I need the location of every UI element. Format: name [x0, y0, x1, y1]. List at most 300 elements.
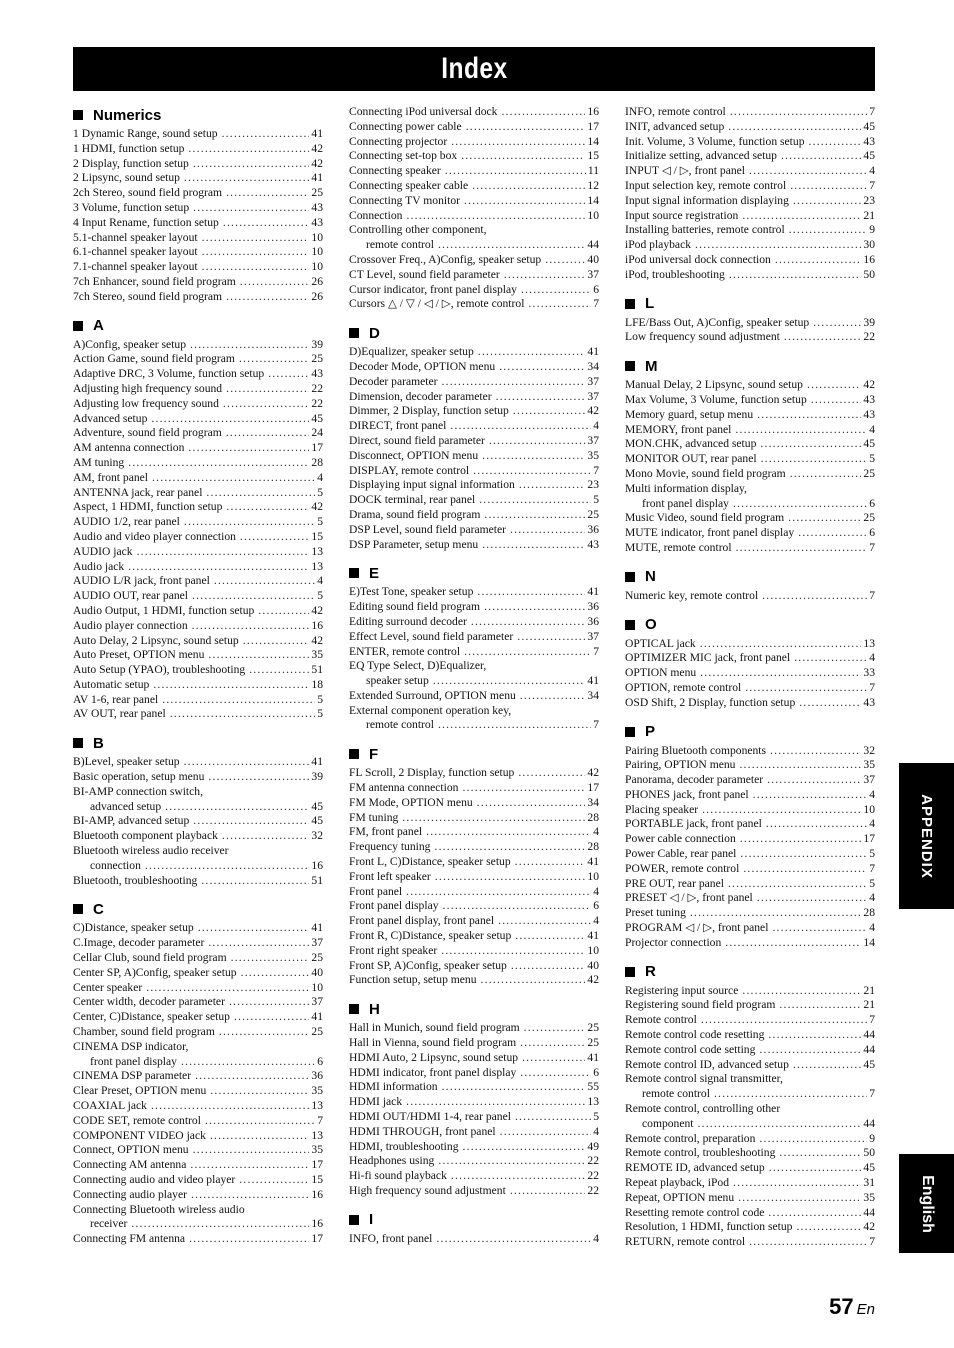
index-entry-page: 36	[587, 614, 599, 628]
dot-leader	[184, 171, 309, 186]
index-entry-page: 31	[863, 1176, 875, 1190]
dot-leader	[729, 268, 862, 283]
index-entry	[625, 164, 875, 179]
dot-leader	[515, 855, 586, 870]
index-entry-term: Frequency tuning	[349, 840, 431, 854]
section-heading-label: F	[369, 745, 379, 763]
index-entry	[73, 874, 323, 889]
dot-leader	[790, 179, 867, 194]
dot-leader	[222, 829, 310, 844]
dot-leader	[736, 541, 868, 556]
index-entry-term: Preset tuning	[625, 906, 686, 920]
dot-leader	[131, 1217, 309, 1232]
dot-leader	[433, 674, 586, 689]
dot-leader	[208, 648, 309, 663]
index-entry-term: Front R, C)Distance, speaker setup	[349, 929, 512, 943]
dot-leader	[464, 194, 585, 209]
index-entry	[625, 1176, 875, 1191]
index-entry-page: 13	[311, 1099, 323, 1113]
dot-leader	[229, 995, 309, 1010]
dot-leader	[742, 209, 861, 224]
index-entry-page: 51	[311, 873, 323, 887]
dot-leader	[799, 696, 861, 711]
index-entry-page: 7	[869, 1013, 875, 1027]
index-entry-term: DIRECT, front panel	[349, 419, 447, 433]
dot-leader	[210, 1084, 309, 1099]
index-entry-term: Connecting speaker	[349, 164, 441, 178]
index-entry	[349, 689, 599, 704]
dot-leader	[152, 471, 315, 486]
index-entry-term: Remote control, troubleshooting	[625, 1146, 776, 1160]
dot-leader	[258, 604, 309, 619]
section-heading-label: N	[645, 568, 656, 586]
index-entry-page: 44	[863, 1205, 875, 1219]
dot-leader	[226, 290, 309, 305]
index-entry-page: 51	[311, 663, 323, 677]
index-entry	[349, 600, 599, 615]
index-entry	[349, 645, 599, 660]
index-entry-page: 35	[863, 1190, 875, 1204]
index-entry-term: receiver	[90, 1217, 128, 1231]
section-heading-label: C	[93, 900, 104, 918]
index-entry	[349, 630, 599, 645]
index-entry-page: 41	[311, 921, 323, 935]
index-entry-term: BI-AMP, advanced setup	[73, 814, 190, 828]
square-bullet-icon	[625, 620, 635, 630]
index-entry-term: AV 1-6, rear panel	[73, 692, 159, 706]
dot-leader	[809, 135, 862, 150]
index-entry	[349, 434, 599, 449]
index-entry-term: Bluetooth component playback	[73, 829, 218, 843]
index-entry-term: Drama, sound field program	[349, 507, 481, 521]
dot-leader	[796, 1220, 861, 1235]
index-entry-page: 5	[869, 876, 875, 890]
square-bullet-icon	[73, 110, 83, 120]
index-entry	[349, 360, 599, 375]
index-entry-term: HDMI Auto, 2 Lipsync, sound setup	[349, 1050, 519, 1064]
index-entry-page: 7	[869, 1087, 875, 1101]
index-entry	[73, 1025, 323, 1040]
index-entry-page: 5	[593, 493, 599, 507]
index-entry	[625, 847, 875, 862]
section-heading-label: P	[645, 723, 656, 740]
section-heading	[73, 899, 323, 919]
index-entry	[349, 345, 599, 360]
square-bullet-icon	[349, 1004, 359, 1014]
index-entry-page: 50	[863, 267, 875, 281]
section-spacer	[625, 711, 875, 722]
index-entry-term: Init. Volume, 3 Volume, function setup	[625, 134, 805, 148]
index-entry	[73, 1114, 323, 1129]
index-entry-term: D)Equalizer, speaker setup	[349, 345, 474, 359]
index-entry-page: 6	[593, 899, 599, 913]
index-entry-term: AM, front panel	[73, 470, 149, 484]
index-entry	[625, 1132, 875, 1147]
index-entry-page: 7	[593, 463, 599, 477]
index-entry	[625, 1146, 875, 1161]
dot-leader	[231, 951, 310, 966]
index-entry-page: 23	[587, 478, 599, 492]
index-entry-page: 25	[863, 466, 875, 480]
index-entry-term: Hi-fi sound playback	[349, 1169, 447, 1183]
dot-leader	[451, 135, 585, 150]
index-entry-page: 5	[593, 1110, 599, 1124]
index-entry	[73, 604, 323, 619]
dot-leader	[740, 847, 867, 862]
index-entry	[349, 538, 599, 553]
appendix-side-tab	[899, 763, 954, 909]
index-entry-page: 40	[587, 252, 599, 266]
dot-leader	[489, 434, 586, 449]
index-entry	[73, 921, 323, 936]
index-entry	[73, 619, 323, 634]
index-entry-term: Panorama, decoder parameter	[625, 773, 764, 787]
index-entry	[73, 426, 323, 441]
index-entry-term: COMPONENT VIDEO jack	[73, 1128, 206, 1142]
index-entry-page: 22	[587, 1169, 599, 1183]
index-entry-term: AUDIO 1/2, rear panel	[73, 515, 180, 529]
dot-leader	[477, 585, 585, 600]
dot-leader	[775, 253, 862, 268]
index-entry-term: Hall in Munich, sound field program	[349, 1021, 520, 1035]
index-entry	[73, 260, 323, 275]
index-entry-term: front panel display	[90, 1054, 177, 1068]
index-entry	[73, 231, 323, 246]
index-entry-page: 7	[869, 861, 875, 875]
index-entry-term: 7ch Enhancer, sound field program	[73, 274, 236, 288]
appendix-tab-label: APPENDIX	[918, 793, 935, 879]
index-entry-term: Low frequency sound adjustment	[625, 330, 780, 344]
index-entry-term: RETURN, remote control	[625, 1235, 746, 1249]
index-entry-term: REMOTE ID, advanced setup	[625, 1161, 765, 1175]
square-bullet-icon	[625, 572, 635, 582]
index-entry-page: 4	[869, 787, 875, 801]
section-spacer	[625, 951, 875, 962]
index-entry-page: 45	[863, 1161, 875, 1175]
index-entry-term: Power Cable, rear panel	[625, 847, 737, 861]
dot-leader	[690, 906, 862, 921]
index-entry-term: Placing speaker	[625, 802, 699, 816]
dot-leader	[501, 105, 585, 120]
index-entry-term: Connecting projector	[349, 134, 448, 148]
dot-leader	[268, 367, 309, 382]
index-entry-term: Displaying input signal information	[349, 478, 515, 492]
index-entry-term: Front right speaker	[349, 943, 438, 957]
index-entry-term: 6.1-channel speaker layout	[73, 245, 198, 259]
index-entry	[349, 253, 599, 268]
section-spacer	[349, 1199, 599, 1210]
index-entry	[349, 419, 599, 434]
index-entry	[625, 223, 875, 238]
dot-leader	[520, 1036, 585, 1051]
index-entry-term: iPod, troubleshooting	[625, 267, 725, 281]
index-entry-page: 41	[311, 171, 323, 185]
index-entry-term: Numeric key, remote control	[625, 588, 759, 602]
page-language-suffix: En	[856, 1301, 875, 1318]
dot-leader	[193, 1143, 310, 1158]
index-entry	[625, 408, 875, 423]
index-entry-term: Remote control, controlling other	[625, 1102, 781, 1116]
index-entry	[349, 1095, 599, 1110]
dot-leader	[222, 127, 310, 142]
dot-leader	[226, 186, 309, 201]
index-entry	[625, 511, 875, 526]
index-entry-term: OPTION menu	[625, 666, 697, 680]
index-entry-term: AUDIO L/R jack, front panel	[73, 574, 210, 588]
index-entry	[73, 1158, 323, 1173]
index-entry	[349, 268, 599, 283]
dot-leader	[779, 1146, 861, 1161]
index-entry-page: 17	[587, 119, 599, 133]
index-entry-page: 25	[587, 1036, 599, 1050]
page-title: Index	[440, 52, 508, 85]
index-entry	[625, 482, 875, 497]
dot-leader	[441, 944, 585, 959]
index-entry	[73, 1099, 323, 1114]
index-entry	[349, 478, 599, 493]
dot-leader	[766, 817, 867, 832]
dot-leader	[762, 589, 867, 604]
english-side-tab	[899, 1154, 954, 1253]
index-entry	[625, 1191, 875, 1206]
index-entry	[73, 560, 323, 575]
dot-leader	[767, 773, 861, 788]
index-entry-term: Disconnect, OPTION menu	[349, 448, 479, 462]
index-entry-page: 17	[311, 1158, 323, 1172]
index-entry-page: 7	[317, 1113, 323, 1127]
index-entry-term: 4 Input Rename, function setup	[73, 215, 219, 229]
index-entry-page: 41	[311, 755, 323, 769]
index-entry	[73, 829, 323, 844]
index-entry-term: Auto Setup (YPAO), troubleshooting	[73, 663, 246, 677]
section-heading-label: I	[369, 1211, 374, 1229]
index-entry-term: Installing batteries, remote control	[625, 223, 785, 237]
index-entry	[73, 545, 323, 560]
index-entry-page: 5	[317, 485, 323, 499]
dot-leader	[226, 500, 309, 515]
square-bullet-icon	[73, 738, 83, 748]
index-entry-page: 10	[311, 230, 323, 244]
dot-leader	[789, 223, 868, 238]
index-entry-term: Memory guard, setup menu	[625, 407, 754, 421]
index-entry	[625, 105, 875, 120]
index-entry-page: 32	[311, 829, 323, 843]
index-entry	[349, 238, 599, 253]
index-entry-term: Remote control code resetting	[625, 1028, 765, 1042]
dot-leader	[738, 1191, 861, 1206]
index-entry	[625, 238, 875, 253]
index-entry	[625, 526, 875, 541]
index-entry-page: 37	[587, 389, 599, 403]
index-entry-page: 35	[587, 448, 599, 462]
index-entry-term: CINEMA DSP parameter	[73, 1069, 192, 1083]
index-entry-term: INIT, advanced setup	[625, 119, 725, 133]
index-entry-page: 41	[587, 674, 599, 688]
index-entry	[349, 449, 599, 464]
index-entry-page: 25	[311, 951, 323, 965]
dot-leader	[807, 378, 861, 393]
dot-leader	[128, 456, 309, 471]
index-entry-page: 44	[863, 1042, 875, 1056]
index-entry	[625, 1072, 875, 1087]
index-entry-term: 1 Dynamic Range, sound setup	[73, 127, 218, 140]
dot-leader	[757, 408, 861, 423]
index-entry-page: 28	[587, 810, 599, 824]
index-entry-page: 39	[311, 337, 323, 351]
index-entry	[625, 452, 875, 467]
index-entry-page: 4	[869, 817, 875, 831]
dot-leader	[438, 1154, 585, 1169]
index-entry-term: Audio jack	[73, 559, 125, 573]
square-bullet-icon	[349, 328, 359, 338]
index-entry-term: Pairing, OPTION menu	[625, 758, 736, 772]
dot-leader	[768, 1206, 861, 1221]
index-entry-page: 9	[869, 1131, 875, 1145]
index-entry	[73, 245, 323, 260]
index-entry-page: 7	[593, 718, 599, 732]
index-entry-term: 3 Volume, function setup	[73, 200, 190, 214]
index-entry	[73, 486, 323, 501]
index-entry-term: Connecting power cable	[349, 119, 462, 133]
index-entry	[349, 1036, 599, 1051]
index-entry	[349, 959, 599, 974]
index-entry	[73, 456, 323, 471]
index-entry-term: Repeat playback, iPod	[625, 1176, 729, 1190]
index-entry-term: 2ch Stereo, sound field program	[73, 186, 223, 200]
index-entry-page: 28	[863, 906, 875, 920]
index-entry-term: AV OUT, rear panel	[73, 707, 166, 721]
index-entry	[73, 171, 323, 186]
section-heading-label: L	[645, 295, 655, 313]
index-entry-term: ENTER, remote control	[349, 644, 461, 658]
square-bullet-icon	[625, 967, 635, 977]
dot-leader	[793, 194, 862, 209]
index-entry	[349, 855, 599, 870]
index-entry-page: 42	[311, 603, 323, 617]
index-entry	[349, 1140, 599, 1155]
index-entry-page: 16	[311, 618, 323, 632]
dot-leader	[243, 634, 310, 649]
index-entry-term: Power cable connection	[625, 832, 736, 846]
dot-leader	[733, 497, 867, 512]
dot-leader	[202, 231, 310, 246]
index-entry-page: 4	[593, 1124, 599, 1138]
index-entry-term: 7ch Stereo, sound field program	[73, 289, 223, 303]
index-entry	[349, 493, 599, 508]
index-entry	[625, 253, 875, 268]
index-entry-page: 4	[593, 419, 599, 433]
index-entry-term: INPUT ◁ / ▷, front panel	[625, 164, 746, 178]
index-entry-term: 5.1-channel speaker layout	[73, 230, 198, 244]
dot-leader	[524, 1021, 586, 1036]
index-entry-page: 10	[587, 943, 599, 957]
index-entry-page: 4	[593, 914, 599, 928]
index-entry	[349, 899, 599, 914]
index-entry	[349, 766, 599, 781]
section-spacer	[349, 988, 599, 999]
index-entry-term: Connecting set-top box	[349, 149, 458, 163]
index-entry-term: PORTABLE jack, front panel	[625, 817, 762, 831]
index-entry-term: speaker setup	[366, 674, 429, 688]
index-entry	[625, 330, 875, 345]
index-entry-page: 41	[587, 855, 599, 869]
index-entry	[625, 393, 875, 408]
section-spacer	[625, 604, 875, 615]
index-entry	[349, 1080, 599, 1095]
index-entry-term: BI-AMP connection switch,	[73, 784, 203, 798]
index-entry	[73, 574, 323, 589]
index-entry-term: FM antenna connection	[349, 781, 459, 795]
dot-leader	[464, 645, 591, 660]
index-entry	[625, 832, 875, 847]
dot-leader	[733, 1176, 861, 1191]
index-entry	[73, 1040, 323, 1055]
dot-leader	[522, 1051, 585, 1066]
index-entry-term: DSP Parameter, setup menu	[349, 537, 479, 551]
square-bullet-icon	[349, 568, 359, 578]
index-entry-term: Mono Movie, sound field program	[625, 466, 786, 480]
index-entry	[349, 375, 599, 390]
index-entry-term: B)Level, speaker setup	[73, 755, 180, 769]
section-heading-label: M	[645, 357, 658, 375]
index-entry-term: OPTION, remote control	[625, 680, 742, 694]
index-entry	[73, 663, 323, 678]
section-spacer	[73, 722, 323, 733]
dot-leader	[184, 515, 315, 530]
index-entry-page: 13	[863, 636, 875, 650]
index-entry-term: MEMORY, front panel	[625, 422, 732, 436]
index-entry	[73, 707, 323, 722]
dot-leader	[226, 426, 310, 441]
index-entry-term: Connecting audio and video player	[73, 1173, 236, 1186]
index-entry-term: 2 Display, function setup	[73, 156, 189, 170]
dot-leader	[510, 1184, 586, 1199]
index-entry	[625, 998, 875, 1013]
dot-leader	[466, 120, 586, 135]
index-entry-term: AM tuning	[73, 455, 125, 469]
index-entry-term: Extended Surround, OPTION menu	[349, 688, 516, 702]
index-entry-page: 44	[863, 1116, 875, 1130]
dot-leader	[188, 142, 309, 157]
index-entry-term: Editing surround decoder	[349, 614, 467, 628]
index-entry-page: 14	[863, 935, 875, 949]
index-entry-term: INFO, front panel	[349, 1231, 433, 1245]
index-entry-page: 44	[587, 238, 599, 252]
index-entry-term: Action Game, sound field program	[73, 352, 235, 366]
index-entry-page: 37	[311, 995, 323, 1009]
index-entry-term: Cursors △ / ▽ / ◁ / ▷, remote control	[349, 297, 525, 311]
index-entry-page: 5	[869, 847, 875, 861]
index-entry-page: 7	[869, 1235, 875, 1249]
index-entry	[625, 936, 875, 951]
dot-leader	[511, 959, 586, 974]
dot-leader	[438, 718, 591, 733]
index-entry-page: 10	[311, 245, 323, 259]
index-entry-page: 5	[317, 515, 323, 529]
index-entry	[73, 216, 323, 231]
index-entry-term: Hall in Vienna, sound field program	[349, 1036, 517, 1050]
index-entry-term: HDMI indicator, front panel display	[349, 1065, 517, 1079]
index-entry-term: OPTIMIZER MIC jack, front panel	[625, 651, 791, 665]
index-entry-term: Crossover Freq., A)Config, speaker setup	[349, 252, 542, 266]
square-bullet-icon	[625, 727, 635, 737]
index-entry	[349, 1169, 599, 1184]
square-bullet-icon	[349, 749, 359, 759]
section-heading	[73, 733, 323, 753]
index-entry	[73, 844, 323, 859]
index-entry-page: 13	[311, 544, 323, 558]
index-entry-page: 28	[587, 840, 599, 854]
